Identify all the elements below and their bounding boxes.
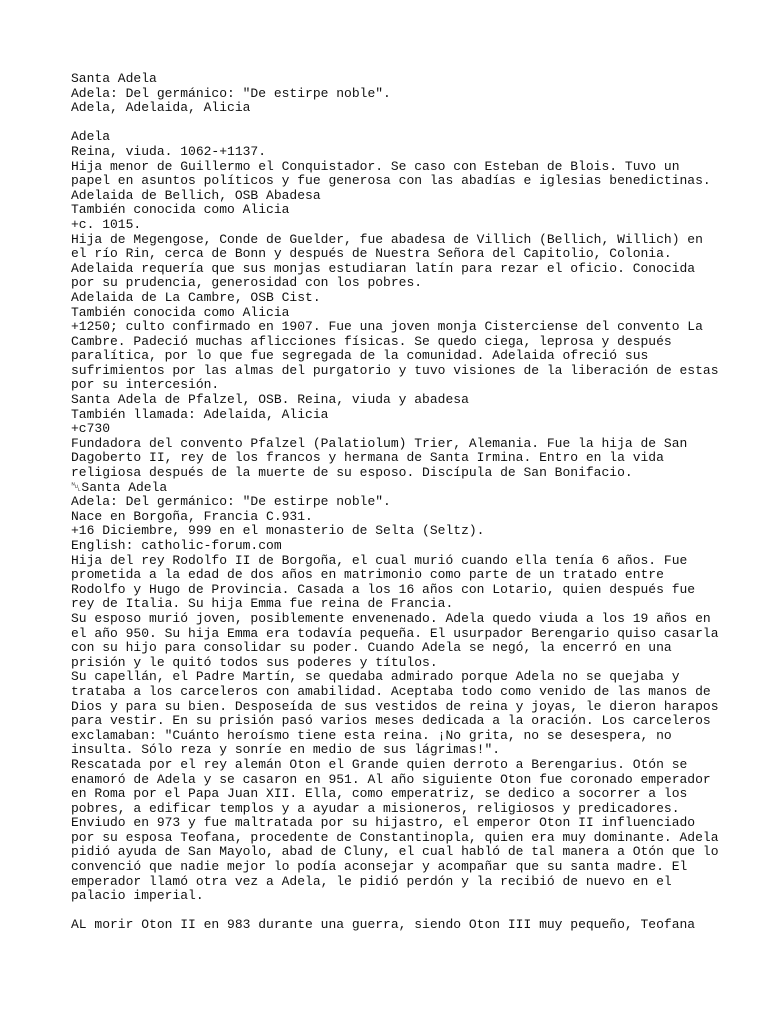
text-line: Hija menor de Guillermo el Conquistador. Se caso con Esteban de Blois. Tuvo un [71, 159, 680, 174]
text-line: Dagoberto II, rey de los francos y hermana de Santa Irmina. Entro en la vida [71, 451, 664, 466]
text-line: palacio imperial. [71, 889, 204, 904]
text-line: exclamaban: "Cuánto heroísmo tiene esta reina. ¡No grita, no se desespera, no [71, 728, 672, 743]
text-line: Santa Adela [71, 72, 157, 86]
text-line: rey de Italia. Su hija Emma fue reina de Francia. [71, 597, 454, 612]
text-line: Santa Adela de Pfalzel, OSB. Reina, viuda y abadesa [71, 393, 469, 408]
text-line: Cambre. Padeció muchas aflicciones físicas. Se quedo ciega, leprosa y después [71, 334, 672, 349]
text-line: AL morir Oton II en 983 durante una guerra, siendo Oton III muy pequeño, Teofana [71, 918, 696, 933]
text-line: enamoró de Adela y se casaron en 951. Al año siguiente Oton fue coronado emperador [71, 772, 711, 787]
text-line: Adela: Del germánico: "De estirpe noble". [71, 495, 391, 510]
text-line: Enviudo en 973 y fue maltratada por su hijastro, el emperor Oton II influenciado [71, 816, 696, 831]
blank-line [71, 904, 731, 919]
text-line: Nace en Borgoña, Francia C.931. [71, 509, 313, 524]
text-line: prometida a la edad de dos años en matrimonio como parte de un tratado entre [71, 568, 664, 583]
text-line: Adela, Adelaida, Alicia [71, 101, 251, 116]
text-line: emperador llamó otra vez a Adela, le pidió perdón y la recibió de nuevo en el [71, 874, 672, 889]
text-line: También conocida como Alicia [71, 305, 290, 320]
text-line: También conocida como Alicia [71, 203, 290, 218]
text-line: por su esposa Teofana, procedente de Constantinopla, quien era muy dominante. Adela [71, 830, 719, 845]
text-line: papel en asuntos políticos y fue generosa con las abadías e iglesias benedictinas. [71, 174, 711, 189]
text-line: en Roma por el Papa Juan XII. Ella, como emperatriz, se dedico a socorrer a los [71, 787, 688, 802]
text-line: religiosa después de la muerte de su esposo. Discípula de San Bonifacio. [71, 466, 633, 481]
document-page [71, 72, 731, 933]
text-line: pidió ayuda de San Mayolo, abad de Cluny, el cual habló de tal manera a Otón que lo [71, 845, 719, 860]
text-line: English: catholic-forum.com [71, 539, 282, 553]
text-line: Fundadora del convento Pfalzel (Palatiolum) Trier, Alemania. Fue la hija de San [71, 436, 688, 451]
text-line: ␀Santa Adela [71, 480, 168, 495]
text-line: prisión y le quitó todos sus poderes y títulos. [71, 655, 438, 670]
text-line: por su intercesión. [71, 378, 220, 393]
text-line: pobres, a edificar templos y a ayudar a misioneros, religiosos y predicadores. [71, 801, 680, 816]
text-line: +c. 1015. [71, 217, 142, 232]
text-line: Rodolfo y Hugo de Provincia. Casada a los 16 años con Lotario, quien después fue [71, 582, 696, 597]
text-line: +1250; culto confirmado en 1907. Fue una joven monja Cisterciense del convento La [71, 320, 703, 335]
text-line: Reina, viuda. 1062-+1137. [71, 144, 267, 159]
text-line: trataba a los carceleros con amabilidad. Aceptaba todo como venido de las manos de [71, 684, 711, 699]
text-line: sufrimientos por las almas del purgatorio y tuvo visiones de la liberación de estas [71, 363, 719, 378]
text-line: Dios y para su bien. Desposeída de sus vestidos de reina y joyas, le dieron harapos [71, 699, 719, 714]
text-line: Adela [71, 130, 111, 145]
text-line: por su prudencia, generosidad con los pobres. [71, 276, 423, 291]
text-line: insulta. Sólo reza y sonríe en medio de sus lágrimas!". [71, 743, 501, 758]
blank-line [71, 116, 731, 131]
text-line: Su capellán, el Padre Martín, se quedaba admirado porque Adela no se quejaba y [71, 670, 680, 685]
text-line: +c730 [71, 422, 111, 437]
text-line: Hija de Megengose, Conde de Guelder, fue abadesa de Villich (Bellich, Willich) en [71, 232, 703, 247]
text-line: También llamada: Adelaida, Alicia [71, 407, 329, 422]
text-line: el año 950. Su hija Emma era todavía pequeña. El usurpador Berengario quiso casarla [71, 626, 719, 641]
text-line: Adelaida de La Cambre, OSB Cist. [71, 290, 321, 305]
text-line: convenció que nadie mejor lo podía aconsejar y acompañar que su santa madre. El [71, 860, 688, 875]
text-line: Adelaida de Bellich, OSB Abadesa [71, 188, 321, 203]
text-line: +16 Diciembre, 999 en el monasterio de Selta (Seltz). [71, 524, 485, 539]
text-line: para vestir. En su prisión pasó varios meses dedicada a la oración. Los carceleros [71, 714, 711, 729]
text-line: Su esposo murió joven, posiblemente envenenado. Adela quedo viuda a los 19 años en [71, 611, 711, 626]
text-line: Hija del rey Rodolfo II de Borgoña, el cual murió cuando ella tenía 6 años. Fue [71, 553, 688, 568]
text-line: Adelaida requería que sus monjas estudiaran latín para rezar el oficio. Conocida [71, 261, 696, 276]
text-line: con su hijo para consolidar su poder. Cuando Adela se negó, la encerró en una [71, 641, 672, 656]
text-line: Rescatada por el rey alemán Oton el Grande quien derroto a Berengarius. Otón se [71, 757, 688, 772]
text-line: el río Rin, cerca de Bonn y después de Nuestra Señora del Capitolio, Colonia. [71, 247, 672, 262]
text-line: paralítica, por lo que fue segregada de la comunidad. Adelaida ofreció sus [71, 349, 649, 364]
text-line: Adela: Del germánico: "De estirpe noble". [71, 86, 391, 101]
